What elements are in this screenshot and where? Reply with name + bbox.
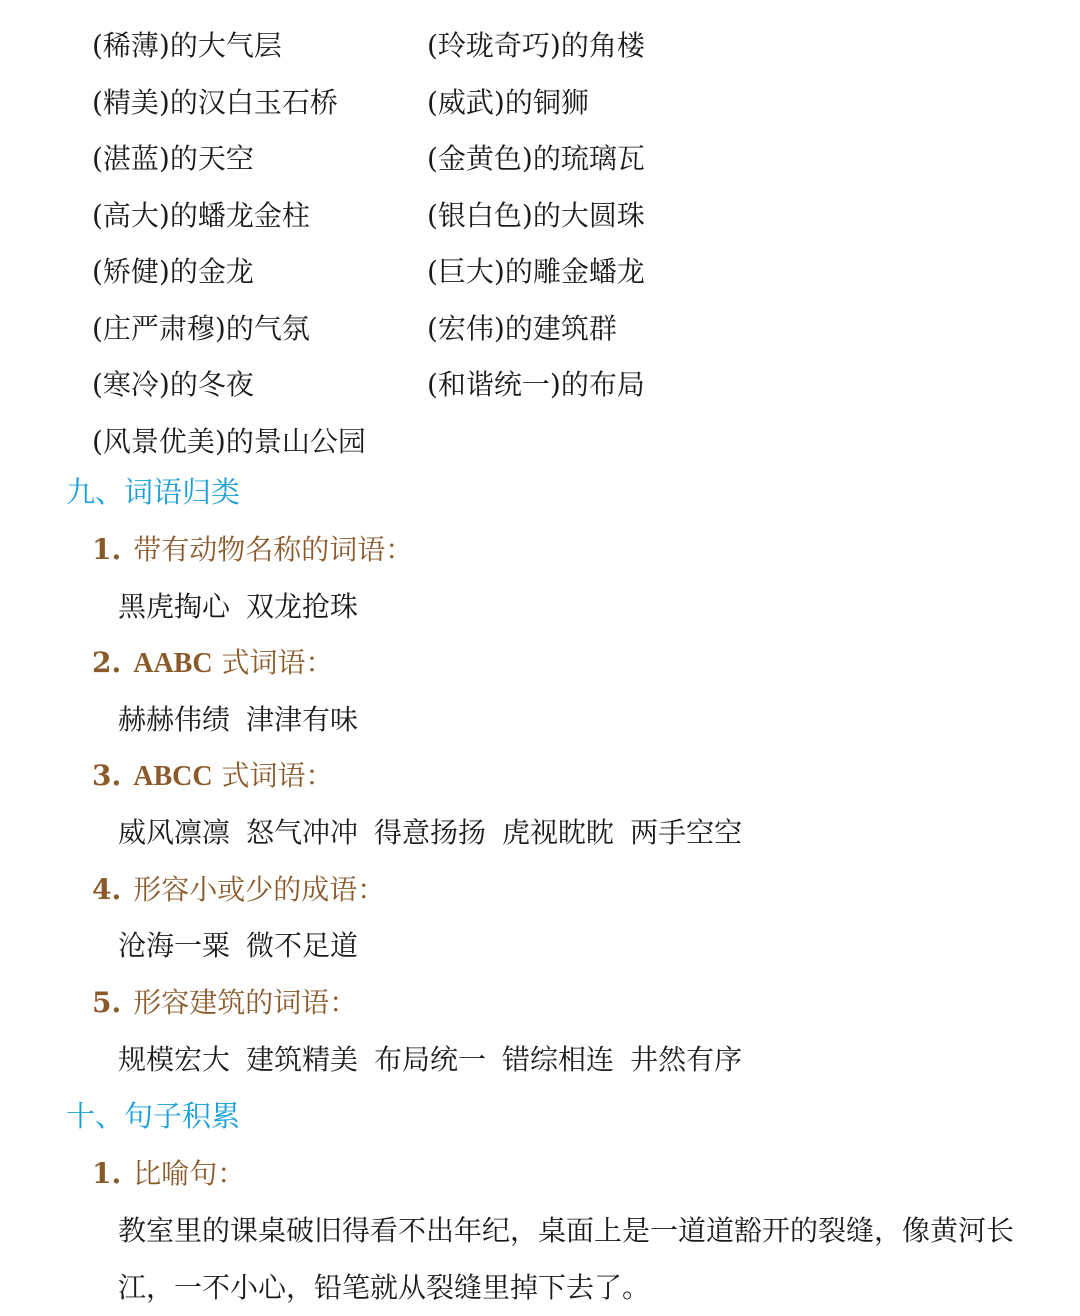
word: 错综相连: [502, 1043, 615, 1076]
item-latin: AABC: [133, 648, 213, 679]
item-label: 式词语：: [212, 759, 334, 792]
section-title-word-classification: 九、词语归类: [66, 475, 241, 509]
pair-row: [92, 414, 792, 471]
word: 威风凛凛: [118, 816, 231, 849]
section-title-sentence-accumulation: 十、句子积累: [66, 1099, 241, 1133]
item-number: 4.: [92, 873, 122, 906]
item-latin: ABCC: [133, 761, 213, 792]
word: 规模宏大: [118, 1043, 231, 1076]
item-number: 3.: [92, 759, 122, 792]
word: 津津有味: [246, 703, 359, 736]
item-number: 1.: [92, 1157, 122, 1190]
pair-row: [92, 18, 792, 75]
word: 布局统一: [374, 1043, 487, 1076]
pair-row: [92, 301, 792, 358]
word-list: [118, 1043, 758, 1076]
word: 得意扬扬: [374, 816, 487, 849]
pair-left: (湛蓝)的天空: [92, 142, 254, 176]
pair-row: [92, 244, 792, 301]
item-label: 式词语：: [212, 646, 334, 679]
word: 井然有序: [630, 1043, 743, 1076]
word-list: [118, 590, 374, 623]
pair-right: (宏伟)的建筑群: [427, 311, 617, 345]
pair-right: (巨大)的雕金蟠龙: [427, 255, 645, 289]
pair-left: (稀薄)的大气层: [92, 29, 282, 63]
pair-right: (和谐统一)的布局: [427, 368, 645, 402]
item-number: 1.: [92, 533, 122, 566]
word: 怒气冲冲: [246, 816, 359, 849]
example-sentence: 教室里的课桌破旧得看不出年纪，桌面上是一道道豁开的裂缝，像黄河长江，一不小心，铅笔就从裂缝里掉下去了。: [118, 1214, 1015, 1304]
pair-left: (精美)的汉白玉石桥: [92, 85, 338, 119]
pair-right: (银白色)的大圆珠: [427, 198, 645, 232]
item-label: 带有动物名称的词语：: [133, 533, 414, 566]
item-label: 形容建筑的词语：: [133, 986, 358, 1019]
item-label: 形容小或少的成语：: [133, 873, 386, 906]
word: 两手空空: [630, 816, 743, 849]
word-list: [118, 703, 374, 736]
item-label: 比喻句：: [133, 1157, 246, 1190]
pair-right: (金黄色)的琉璃瓦: [427, 142, 645, 176]
word: 赫赫伟绩: [118, 703, 231, 736]
pair-row: [92, 131, 792, 188]
item-number: 2.: [92, 646, 122, 679]
adjective-pairs-grid: [92, 18, 792, 470]
pair-right: (威武)的铜狮: [427, 85, 589, 119]
pair-left: (庄严肃穆)的气氛: [92, 311, 310, 345]
word: 黑虎掏心: [118, 590, 231, 623]
word: 微不足道: [246, 929, 359, 962]
pair-left: (寒冷)的冬夜: [92, 368, 254, 402]
word: 建筑精美: [246, 1043, 359, 1076]
item-number: 5.: [92, 986, 122, 1019]
pair-row: [92, 357, 792, 414]
item-title: [92, 646, 334, 679]
item-title: [92, 533, 414, 566]
item-title: [92, 759, 334, 792]
word: 双龙抢珠: [246, 590, 359, 623]
pair-left: (风景优美)的景山公园: [92, 424, 366, 458]
pair-left: (矫健)的金龙: [92, 255, 254, 289]
pair-row: [92, 188, 792, 245]
pair-right: (玲珑奇巧)的角楼: [427, 29, 645, 63]
item-title: [92, 873, 386, 906]
word-list: [118, 929, 374, 962]
word: 沧海一粟: [118, 929, 231, 962]
pair-left: (高大)的蟠龙金柱: [92, 198, 310, 232]
word-list: [118, 816, 758, 849]
item-title: [92, 1157, 246, 1190]
item-title: [92, 986, 358, 1019]
word: 虎视眈眈: [502, 816, 615, 849]
pair-row: [92, 75, 792, 132]
